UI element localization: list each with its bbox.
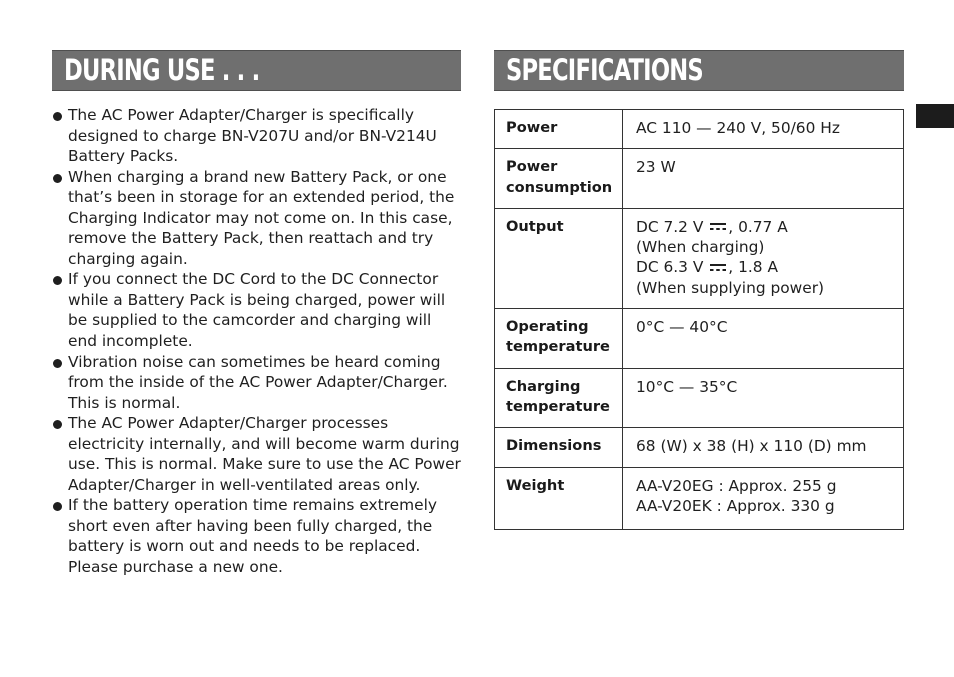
list-item: [52, 167, 464, 270]
dc-current-icon: [710, 263, 726, 273]
output-line-supply-note: (When supplying power): [636, 278, 825, 297]
spec-value-power-consumption: 23 W: [623, 149, 904, 209]
table-row: [495, 149, 904, 209]
table-row: [495, 428, 904, 467]
spec-label-power-consumption: Power consumption: [495, 149, 623, 209]
table-row: [495, 208, 904, 308]
output-line-supply-voltage: [636, 257, 893, 277]
list-item: [52, 352, 464, 414]
output-current-text: , 1.8 A: [728, 258, 778, 277]
list-item: [52, 413, 464, 495]
spec-value-output: [623, 208, 904, 308]
spec-label-operating-temperature: Operating temperature: [495, 309, 623, 369]
bullet-text: When charging a brand new Battery Pack, or one that’s been in storage for an extended period, the Charging Indicator may not come on. In this case, remove the Battery Pack, then reattach and try charging again.: [68, 167, 455, 268]
bullet-text: The AC Power Adapter/Charger processes electricity internally, and will become warm during use. This is normal. Make sure to use the AC Power Adapter/Charger in well-ventilated areas only.: [68, 414, 461, 494]
bullet-dot-icon: [53, 502, 62, 511]
output-current-text: , 0.77 A: [728, 217, 788, 236]
bullet-dot-icon: [53, 420, 62, 429]
list-item: [52, 269, 464, 351]
bullet-text: The AC Power Adapter/Charger is specifically designed to charge BN-V207U and/or BN-V214U Battery Packs.: [68, 106, 437, 166]
during-use-list: [52, 105, 464, 578]
spec-value-charging-temperature: 10°C — 35°C: [623, 368, 904, 428]
specifications-table: [494, 109, 904, 530]
weight-line-ek: AA-V20EK : Approx. 330 g: [636, 496, 835, 515]
output-voltage-text: DC 7.2 V: [636, 217, 704, 236]
spec-label-power: Power: [495, 110, 623, 149]
table-row: [495, 309, 904, 369]
table-row: [495, 368, 904, 428]
output-line-charging-note: (When charging): [636, 238, 765, 257]
bullet-text: If you connect the DC Cord to the DC Connector while a Battery Pack is being charged, power will be supplied to the camcorder and charging will end incomplete.: [68, 270, 446, 351]
during-use-header: [52, 50, 461, 91]
spec-label-charging-temperature: Charging temperature: [495, 368, 623, 428]
output-line-charging-voltage: [636, 217, 893, 237]
bullet-dot-icon: [53, 174, 62, 183]
bullet-text: If the battery operation time remains extremely short even after having been fully charged, the battery is worn out and needs to be replaced. Please purchase a new one.: [68, 496, 437, 577]
spec-label-weight: Weight: [495, 467, 623, 529]
bullet-dot-icon: [53, 112, 62, 121]
spec-label-dimensions: Dimensions: [495, 428, 623, 467]
list-item: [52, 105, 464, 167]
output-voltage-text: DC 6.3 V: [636, 258, 704, 277]
spec-value-dimensions: 68 (W) x 38 (H) x 110 (D) mm: [623, 428, 904, 467]
bullet-dot-icon: [53, 359, 62, 368]
bullet-dot-icon: [53, 276, 62, 285]
table-row: [495, 467, 904, 529]
during-use-title: DURING USE . . .: [64, 53, 260, 87]
spec-value-operating-temperature: 0°C — 40°C: [623, 309, 904, 369]
dc-current-icon: [710, 222, 726, 232]
list-item: [52, 495, 464, 577]
spec-value-power: AC 110 — 240 V, 50/60 Hz: [623, 110, 904, 149]
specifications-header: [494, 50, 904, 91]
specifications-title: SPECIFICATIONS: [506, 53, 703, 87]
spec-value-weight: [623, 467, 904, 529]
weight-line-eg: AA-V20EG : Approx. 255 g: [636, 476, 837, 495]
bullet-text: Vibration noise can sometimes be heard coming from the inside of the AC Power Adapter/Charger. This is normal.: [68, 352, 448, 412]
spec-label-output: Output: [495, 208, 623, 308]
page-edge-tab: [916, 104, 954, 128]
table-row: [495, 110, 904, 149]
